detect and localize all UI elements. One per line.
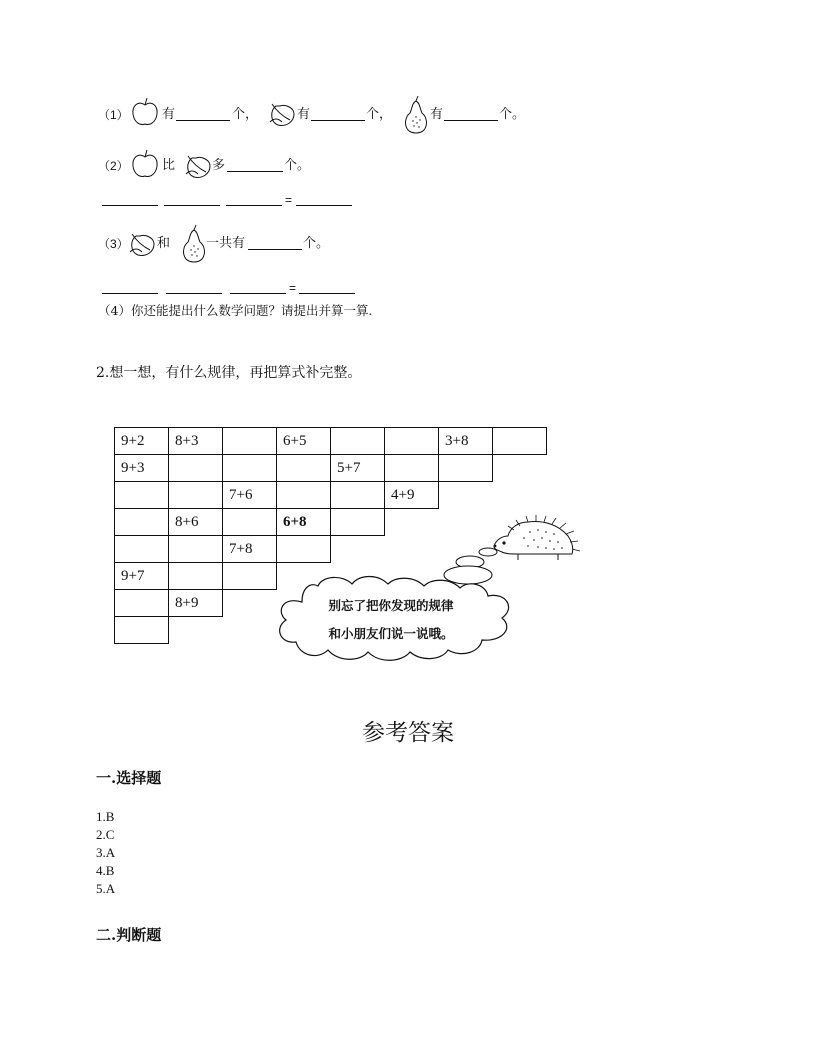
grid-empty-space [493,455,547,482]
q1-text-5: 有 [430,107,444,122]
grid-cell-blank[interactable] [115,617,169,644]
grid-cell-blank[interactable] [493,428,547,455]
answer-list [96,808,115,898]
grid-cell: 8+9 [169,590,223,617]
grid-cell: 8+3 [169,428,223,455]
grid-cell-blank[interactable] [439,455,493,482]
q2-equation-blank-1[interactable] [102,205,158,206]
problem-2-title: 2.想一想，有什么规律，再把算式补完整。 [96,365,362,381]
bubble-text [272,592,510,648]
q3-text-1: 和 [157,236,171,251]
grid-cell: 7+6 [223,482,277,509]
peach-icon [128,230,158,258]
grid-row [115,509,547,536]
answer-item: 3.A [96,845,116,860]
grid-empty-space [439,482,493,509]
q1-text-6: 个。 [499,107,526,122]
apple-icon [130,148,160,180]
grid-cell-blank[interactable] [277,455,331,482]
grid-cell-blank[interactable] [331,482,385,509]
grid-empty-space [223,617,277,644]
q2-equals-sign: = [285,193,293,207]
q1-text-4: 个， [366,107,393,122]
apple-icon [130,96,160,128]
q3-text-3: 个。 [303,236,330,251]
grid-empty-space [439,509,493,536]
q3-equation-blank-3[interactable] [230,293,286,294]
grid-empty-space [169,617,223,644]
q2-equation-answer[interactable] [296,205,352,206]
grid-cell-blank[interactable] [169,536,223,563]
q2-text-2: 多 [212,158,226,173]
q3-equation-blank-1[interactable] [102,293,158,294]
q3-equals-sign: = [289,281,297,295]
grid-cell-blank[interactable] [277,482,331,509]
section-1-heading: 一.选择题 [96,769,162,787]
question-1-number: （1） [98,108,129,122]
grid-cell: 4+9 [385,482,439,509]
q1-text-1: 有 [162,107,176,122]
grid-cell-blank[interactable] [115,536,169,563]
grid-empty-space [223,590,277,617]
answer-item: 4.B [96,863,115,878]
grid-cell-blank[interactable] [223,509,277,536]
grid-cell: 3+8 [439,428,493,455]
grid-cell: 9+7 [115,563,169,590]
q3-text-2: 一共有 [206,236,246,251]
answer-item: 5.A [96,881,116,896]
grid-cell: 8+6 [169,509,223,536]
bubble-line-2: 和小朋友们说一说哦。 [328,626,454,641]
grid-cell-blank[interactable] [331,509,385,536]
q1-text-3: 有 [297,107,311,122]
grid-cell: 9+3 [115,455,169,482]
grid-cell: 7+8 [223,536,277,563]
grid-cell-blank[interactable] [223,428,277,455]
question-1 [98,106,129,125]
question-3-number: （3） [98,237,129,251]
answer-item: 2.C [96,827,115,842]
grid-cell-blank[interactable] [115,482,169,509]
pear-icon [402,95,430,135]
q1-text-2: 个， [232,107,259,122]
q1-blank-1[interactable] [176,108,230,121]
grid-cell-blank[interactable] [115,509,169,536]
grid-empty-space [493,482,547,509]
grid-row [115,482,547,509]
grid-cell-blank[interactable] [169,482,223,509]
q2-text-1: 比 [162,158,176,173]
pear-icon [180,224,208,264]
grid-cell-blank[interactable] [331,428,385,455]
q3-blank[interactable] [248,237,302,250]
peach-icon [268,100,298,128]
grid-cell: 6+8 [277,509,331,536]
q3-equation-blank-2[interactable] [166,293,222,294]
question-2-number: （2） [98,159,129,173]
grid-cell: 6+5 [277,428,331,455]
grid-cell-blank[interactable] [115,590,169,617]
grid-row [115,455,547,482]
bubble-line-1: 别忘了把你发现的规律 [328,598,454,613]
section-2-heading: 二.判断题 [96,926,162,944]
grid-cell-blank[interactable] [385,455,439,482]
grid-cell-blank[interactable] [169,563,223,590]
grid-cell-blank[interactable] [223,563,277,590]
q2-equation-blank-2[interactable] [164,205,220,206]
question-4: （4）你还能提出什么数学问题？请提出并算一算. [98,303,373,318]
grid-cell: 9+2 [115,428,169,455]
q2-blank[interactable] [227,159,283,172]
q2-text-3: 个。 [284,158,311,173]
peach-icon [184,152,214,180]
grid-cell-blank[interactable] [223,455,277,482]
grid-cell: 5+7 [331,455,385,482]
q3-equation-answer[interactable] [299,293,355,294]
answer-item: 1.B [96,809,115,824]
q2-equation-blank-3[interactable] [226,205,282,206]
q1-blank-3[interactable] [444,108,498,121]
grid-row [115,428,547,455]
grid-cell-blank[interactable] [169,455,223,482]
grid-cell-blank[interactable] [385,428,439,455]
grid-empty-space [385,509,439,536]
answer-key-title: 参考答案 [362,720,454,746]
q1-blank-2[interactable] [311,108,365,121]
